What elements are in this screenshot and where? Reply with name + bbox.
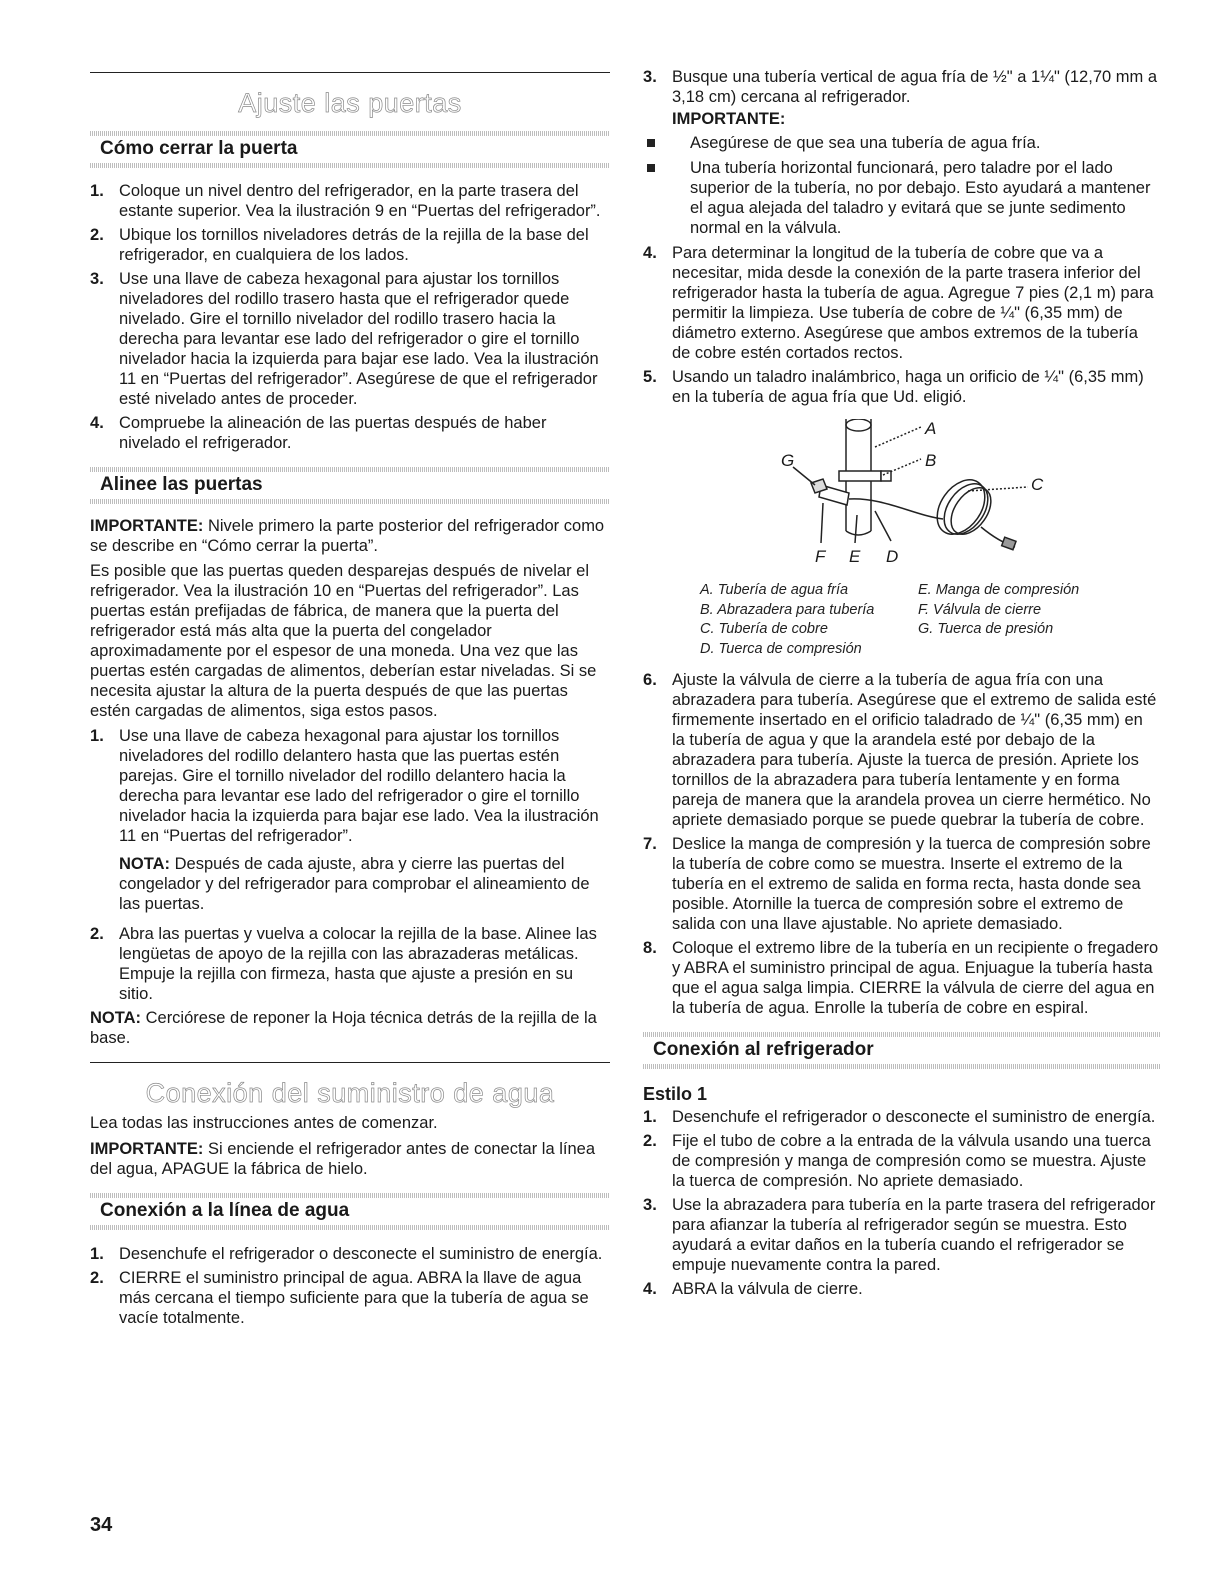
close-door-steps: [90, 181, 610, 453]
step-text: Compruebe la alineación de las puertas después de haber nivelado el refrigerador.: [119, 414, 547, 452]
valve-illustration: [643, 419, 1160, 579]
subsection-rule: [643, 1032, 1160, 1037]
important-text: Nivele primero la parte posterior del refrigerador como se describe en “Cómo cerrar la puerta”.: [90, 517, 605, 555]
list-item: [90, 269, 610, 409]
legend-item: G. Tuerca de presión: [918, 621, 1054, 637]
subsection-rule: [643, 1064, 1160, 1069]
step-number: 4 .: [643, 243, 657, 263]
list-item: [643, 938, 1160, 1018]
steps-3: [643, 67, 1160, 129]
legend-item: B. Abrazadera para tubería: [700, 601, 875, 618]
step-text: Ajuste la válvula de cierre a la tubería de agua fría con una abrazadera para tubería. Asegúrese que el extremo de salida esté firmemente insertado en el orificio taladrado de ¼" (6,35 mm) en la tubería de agua y que la arandela esté por debajo de la abrazadera para tubería. Ajuste la tuerca de presión. Apriete los tornillos de la abrazadera para tubería lentamente y en forma pareja de manera que la arandela provea un cierre hermético. No apriete demasiado porque se puede quebrar la tubería de cobre.: [672, 671, 1157, 829]
note-text: Después de cada ajuste, abra y cierre las puertas del congelador y del refrigerador para comprobar el alineamiento de las puertas.: [119, 855, 590, 913]
step-number: 7 .: [643, 834, 657, 854]
list-item: [643, 834, 1160, 934]
note-label: NOTA:: [119, 855, 171, 873]
step-text: Use una llave de cabeza hexagonal para ajustar los tornillos niveladores del rodillo delantero hasta que las puertas estén parejas. Gire el tornillo nivelador del rodillo delantero hacia la derecha para levantar ese lado del refrigerador o gire el tornillo nivelador hacia la izquierda para bajar ese lado. Vea la ilustración 11 en “Puertas del refrigerador”.: [119, 727, 599, 845]
step-number: 3 .: [90, 269, 104, 289]
legend-item: F. Válvula de cierre: [918, 601, 1042, 618]
step-text: Ubique los tornillos niveladores detrás de la rejilla de la base del refrigerador, en cualquiera de los lados.: [119, 226, 589, 264]
list-item: Una tubería horizontal funcionará, pero taladre por el lado superior de la tubería, no por debajo. Esto ayudará a mantener el agua alejada del taladro y evitará que se junte sedimento normal en la válvula.: [643, 158, 1160, 238]
step-number: 1 .: [90, 1244, 104, 1264]
step-text: Coloque un nivel dentro del refrigerador, en la parte trasera del estante superior. Vea la ilustración 9 en “Puertas del refrigerador”.: [119, 182, 601, 220]
important-text: Si enciende el refrigerador antes de conectar la línea del agua, APAGUE la fábrica de hielo.: [90, 1140, 596, 1178]
section-title-ajuste: Ajuste las puertas: [238, 88, 462, 118]
list-item: [90, 1244, 610, 1264]
figure-label-b: B: [925, 451, 937, 470]
step-text: Busque una tubería vertical de agua fría de ½" a 1¼" (12,70 mm a 3,18 cm) cercana al refrigerador.: [672, 68, 1158, 106]
step-number: 5 .: [643, 367, 657, 387]
step-text: ABRA la válvula de cierre.: [672, 1280, 863, 1298]
leader-g: [793, 467, 815, 485]
align-steps: [90, 726, 610, 1004]
important-label: IMPORTANTE:: [672, 110, 786, 128]
step-number: 2 .: [90, 924, 104, 944]
figure-label-d: D: [886, 547, 899, 566]
important-label: IMPORTANTE:: [90, 517, 204, 535]
step-number: 2 .: [90, 1268, 104, 1288]
pipe-bottom: [846, 531, 871, 535]
steps-4-5: [643, 243, 1160, 407]
note-paragraph: [90, 1008, 610, 1048]
style-heading: Estilo 1: [643, 1084, 708, 1104]
steps-6-8: [643, 670, 1160, 1018]
list-item: [90, 413, 610, 453]
subsection-rule: [90, 499, 610, 504]
compression-nut-end: [1002, 537, 1016, 550]
subsection-rule: [90, 1193, 610, 1198]
body-paragraph: Es posible que las puertas queden desparejas después de nivelar el refrigerador. Vea la ilustración 10 en “Puertas del refrigerador”. Las puertas están prefijadas de fábrica, de manera que la puerta del refrigerador está más alta que la puerta del congelador aproximadamente por el espesor de una moneda. Una vez que las puertas estén cargadas de alimentos, deberían estar niveladas. Si se necesita ajustar la altura de la puerta después de que las puertas estén cargadas de alimentos, siga estos pasos.: [90, 562, 597, 720]
list-item: [90, 1268, 610, 1328]
subsection-rule: [90, 131, 610, 136]
figure-label-a: A: [925, 419, 937, 438]
figure-legend: [700, 581, 1160, 659]
step-text: Desenchufe el refrigerador o desconecte el suministro de energía.: [672, 1108, 1156, 1126]
legend-item: D. Tuerca de compresión: [700, 640, 862, 657]
step-number: 1 .: [90, 181, 104, 201]
subsection-rule: [90, 163, 610, 168]
note-text: Cerciórese de reponer la Hoja técnica detrás de la rejilla de la base.: [90, 1009, 597, 1047]
section-rule: [90, 1062, 610, 1063]
top-rule: [90, 72, 610, 73]
leader-f: [821, 503, 823, 543]
subsection-title-cerrar: Cómo cerrar la puerta: [100, 138, 298, 159]
step-number: 2 .: [90, 225, 104, 245]
page-number: 34: [90, 1514, 113, 1536]
step-text: Desenchufe el refrigerador o desconecte el suministro de energía.: [119, 1245, 603, 1263]
figure-label-f: F: [815, 547, 826, 566]
subsection-rule: [90, 467, 610, 472]
shutoff-valve-figure: [643, 419, 1160, 579]
legend-item: A. Tubería de agua fría: [700, 582, 849, 598]
subsection-title-alinee: Alinee las puertas: [100, 474, 263, 495]
important-bullets: [643, 133, 1160, 238]
intro-text: Lea todas las instrucciones antes de comenzar.: [90, 1114, 438, 1132]
step-text: Deslice la manga de compresión y la tuerca de compresión sobre la tubería de cobre como se muestra. Inserte el extremo de la tubería en el extremo de salida en forma recta, hasta donde sea posible. Atornille la tuerca de compresión sobre el extremo de salida con una llave ajustable. No apriete demasiado.: [672, 835, 1151, 933]
step-number: 3 .: [643, 67, 657, 87]
step-text: CIERRE el suministro principal de agua. ABRA la llave de agua más cercana el tiempo suficiente para que la tubería de agua se vacíe totalmente.: [119, 1269, 589, 1327]
step-note: [119, 854, 610, 914]
list-item: [643, 1279, 1160, 1299]
step-text: Usando un taladro inalámbrico, haga un orificio de ¼" (6,35 mm) en la tubería de agua fría que Ud. eligió.: [672, 368, 1144, 406]
leader-a: [875, 427, 921, 447]
copper-tubing: [849, 499, 943, 519]
figure-label-e: E: [849, 547, 861, 566]
subsection-title-linea: Conexión a la línea de agua: [100, 1200, 350, 1221]
subsection-title-refrigerador: Conexión al refrigerador: [653, 1039, 874, 1060]
clamp-ear: [881, 471, 891, 481]
left-column: [90, 0, 610, 1332]
step-number: 3 .: [643, 1195, 657, 1215]
step-text: Abra las puertas y vuelva a colocar la rejilla de la base. Alinee las lengüetas de apoyo de la rejilla con las abrazaderas metálicas. Empuje la rejilla con firmeza, hasta que ajuste a presión en su sitio.: [119, 925, 597, 1003]
legend-item: C. Tubería de cobre: [700, 621, 828, 637]
list-item: [90, 181, 610, 221]
step-text: Use la abrazadera para tubería en la parte trasera del refrigerador para afianzar la tubería al refrigerador según se muestra. Esto ayudará a evitar daños en la tubería cuando el refrigerador se empuje nuevamente contra la pared.: [672, 1196, 1156, 1274]
step-number: 2 .: [643, 1131, 657, 1151]
subsection-rule: [90, 1225, 610, 1230]
fridge-steps: [643, 1107, 1160, 1299]
step-number: 1 .: [643, 1107, 657, 1127]
list-item: Asegúrese de que sea una tubería de agua fría.: [643, 133, 1160, 153]
step-text: Para determinar la longitud de la tubería de cobre que va a necesitar, mida desde la conexión de la parte trasera inferior del refrigerador hasta la tubería de agua. Agregue 7 pies (2,1 m) para permitir la limpieza. Use tubería de cobre de ¼" (6,35 mm) de diámetro externo. Asegúrese que ambos extremos de la tubería de cobre estén cortados rectos.: [672, 244, 1154, 362]
list-item: [643, 367, 1160, 407]
step-text: Coloque el extremo libre de la tubería en un recipiente o fregadero y ABRA el suministro principal de agua. Enjuague la tubería hasta que el agua salga limpia. CIERRE la válvula de cierre del agua en la tubería de agua. Enrolle la tubería de cobre en espiral.: [672, 939, 1159, 1017]
step-number: 8 .: [643, 938, 657, 958]
list-item: [643, 1131, 1160, 1191]
list-item: [643, 1107, 1160, 1127]
list-item: [90, 225, 610, 265]
list-item: [643, 243, 1160, 363]
list-item: [90, 726, 610, 914]
tubing-coil-1: [927, 471, 994, 543]
section-title-conexion: Conexión del suministro de agua: [145, 1078, 555, 1108]
legend-item: E. Manga de compresión: [918, 582, 1080, 598]
important-paragraph: [90, 1139, 610, 1179]
water-line-steps: [90, 1244, 610, 1328]
list-item: [643, 670, 1160, 830]
list-item: [643, 1195, 1160, 1275]
note-label: NOTA:: [90, 1009, 142, 1027]
step-text: Fije el tubo de cobre a la entrada de la válvula usando una tuerca de compresión y manga de compresión como se muestra. Ajuste la tuerca de compresión. No apriete demasiado.: [672, 1132, 1151, 1190]
step-number: 6 .: [643, 670, 657, 690]
figure-label-c: C: [1031, 475, 1044, 494]
step-text: Use una llave de cabeza hexagonal para ajustar los tornillos niveladores del rodillo trasero hasta que el refrigerador quede nivelado. Gire el tornillo nivelador del rodillo trasero hacia la derecha para levantar ese lado del refrigerador o gire el tornillo nivelador hacia la izquierda para bajar ese lado. Vea la ilustración 11 en “Puertas del refrigerador”. Asegúrese de que el refrigerador esté nivelado antes de proceder.: [119, 270, 599, 408]
leader-e: [855, 515, 857, 543]
leader-d: [875, 511, 891, 541]
important-paragraph: [90, 516, 610, 556]
pipe-clamp: [839, 471, 881, 481]
list-item: [90, 924, 610, 1004]
important-label: IMPORTANTE:: [90, 1140, 204, 1158]
step-number: 1 .: [90, 726, 104, 746]
list-item: [643, 67, 1160, 129]
figure-label-g: G: [781, 451, 795, 470]
pipe-top: [846, 419, 871, 431]
step-number: 4 .: [643, 1279, 657, 1299]
right-column: [643, 0, 1160, 1303]
step-number: 4 .: [90, 413, 104, 433]
